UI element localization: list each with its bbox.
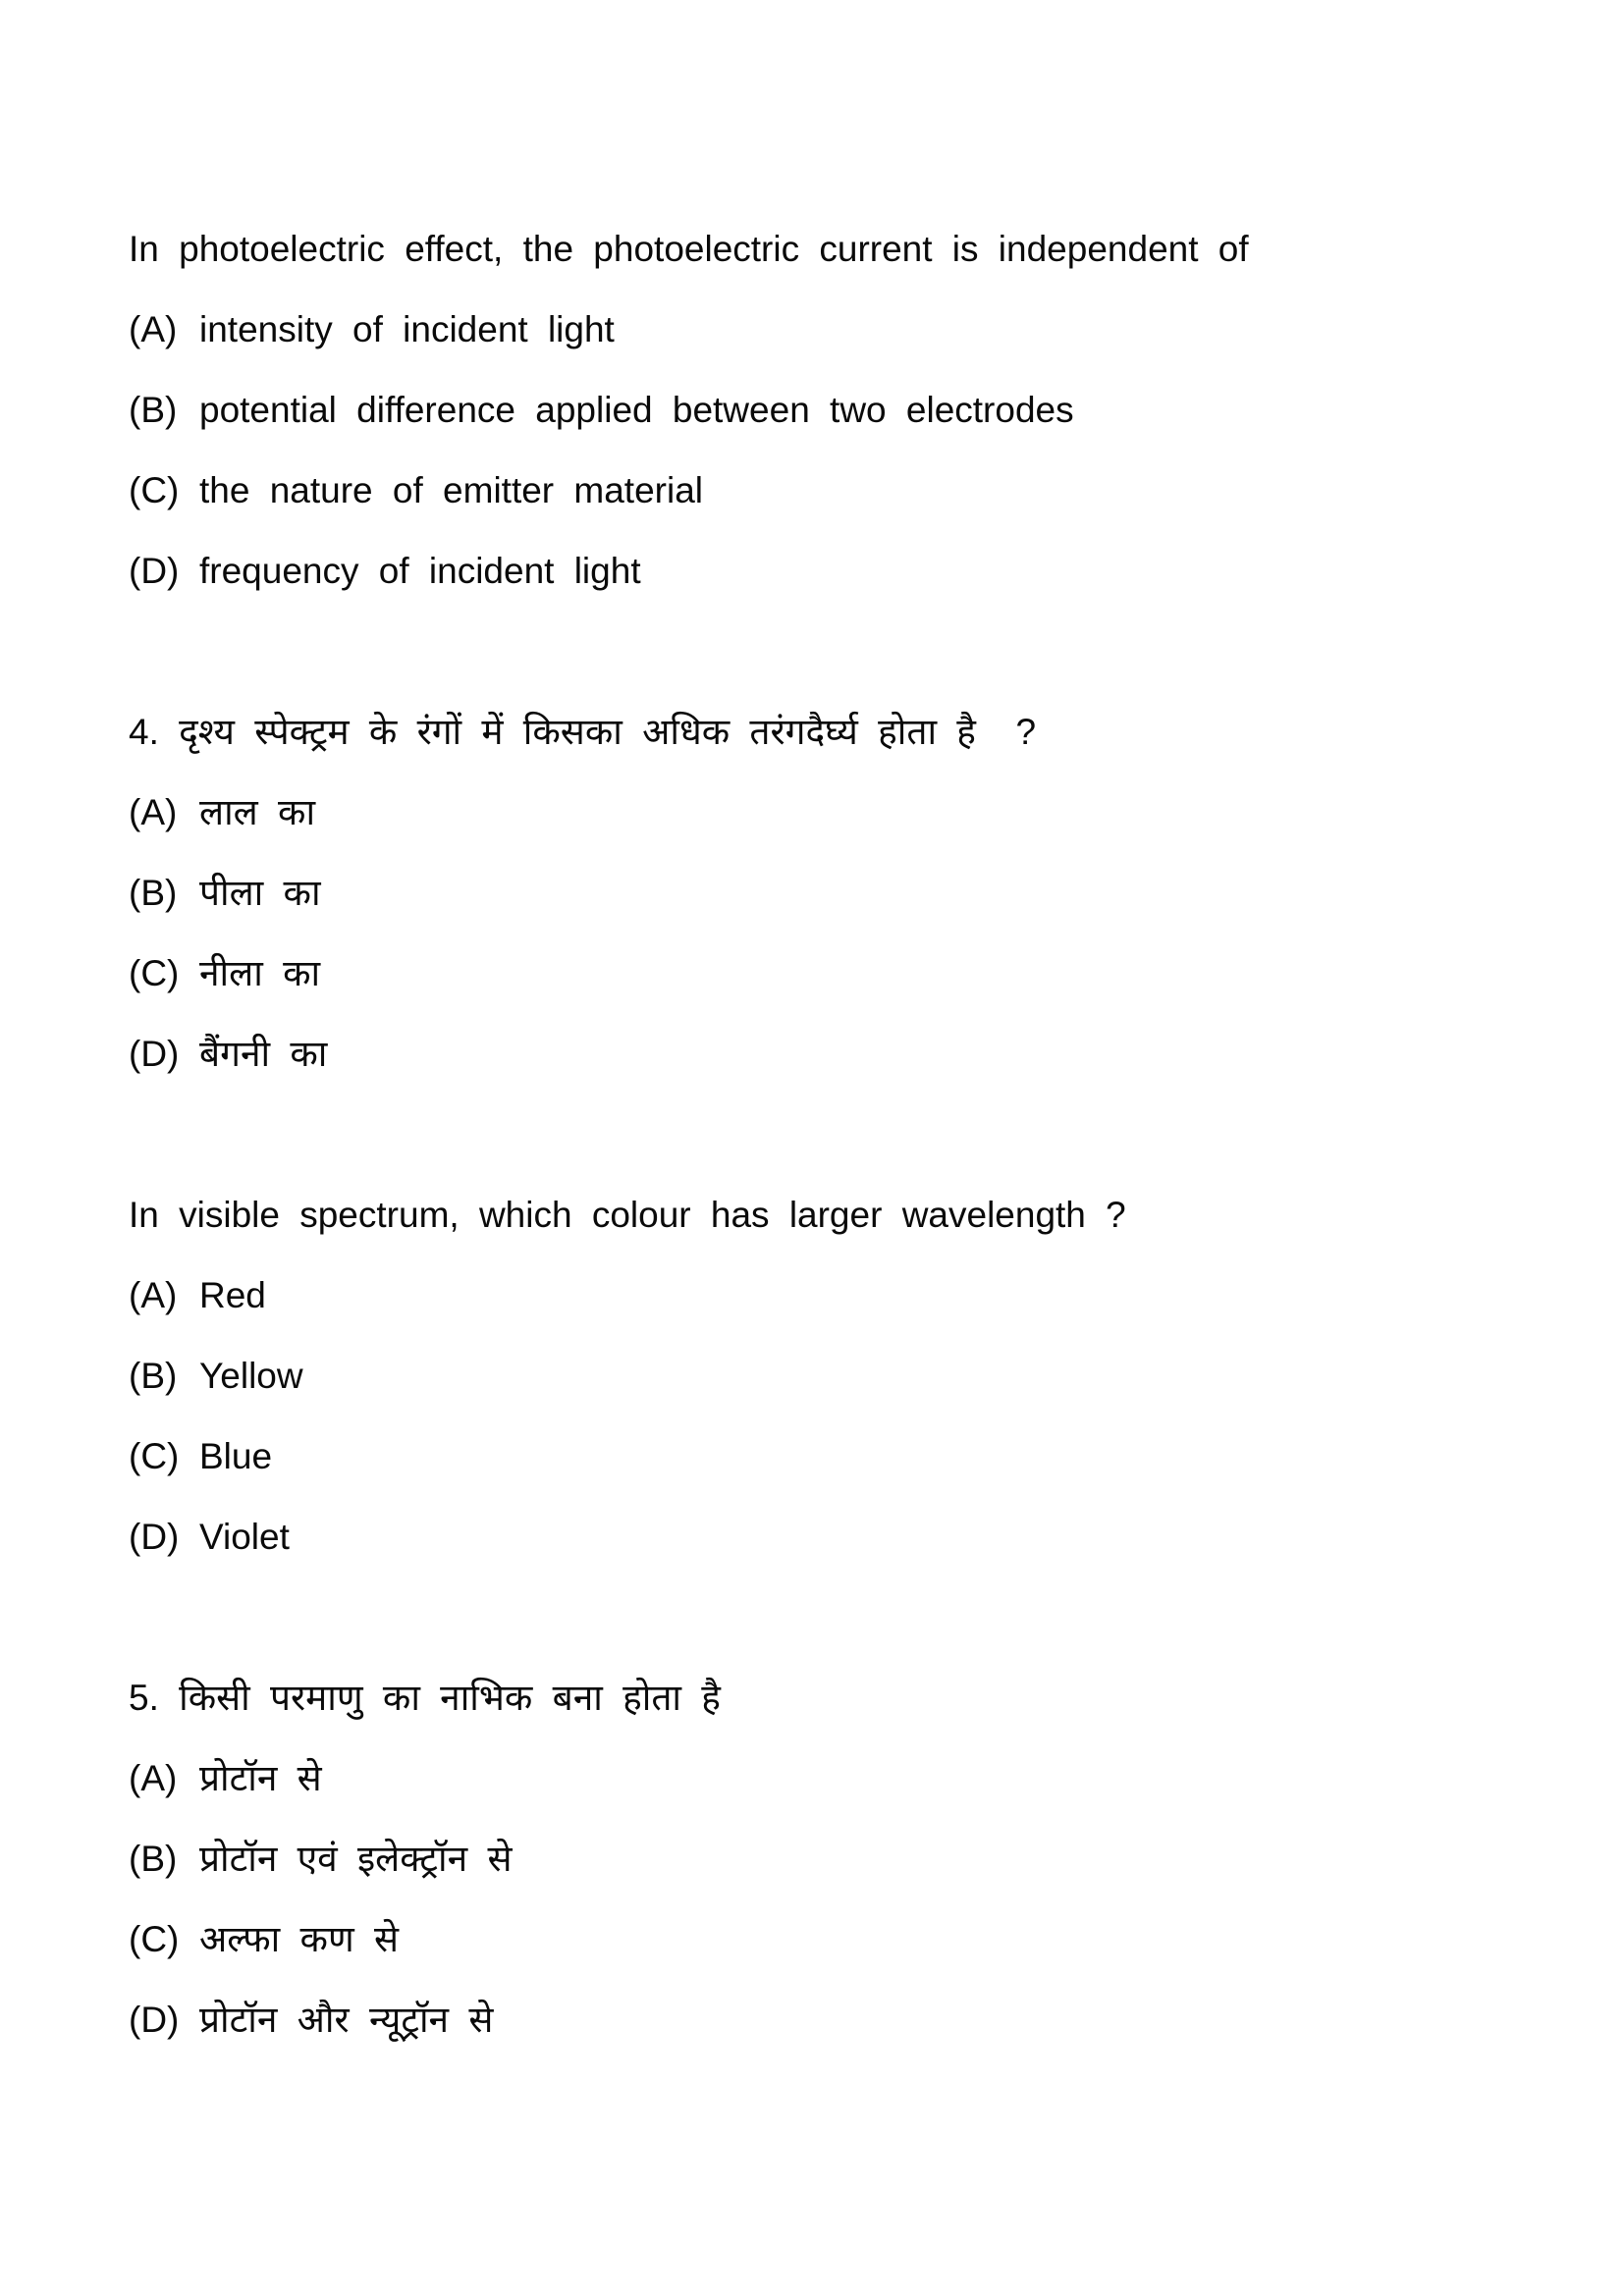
question-stem: किसी परमाणु का नाभिक बना होता है: [179, 1678, 721, 1718]
option-a: [129, 773, 1503, 853]
question-5-hindi: [129, 1658, 1503, 2060]
option-d: [129, 531, 1503, 612]
option-text: पीला का: [199, 873, 321, 913]
option-letter: (B): [129, 1356, 178, 1396]
question-number: 4.: [129, 712, 159, 752]
option-c: [129, 1899, 1503, 1980]
option-text: प्रोटॉन और न्यूट्रॉन से: [199, 2000, 494, 2040]
option-d: [129, 1014, 1503, 1095]
question-3-english: [129, 209, 1503, 612]
option-letter: (C): [129, 1436, 180, 1476]
option-text: frequency of incident light: [199, 551, 641, 591]
question-text: [129, 209, 1503, 290]
option-text: Violet: [199, 1517, 290, 1557]
option-letter: (A): [129, 1758, 178, 1798]
option-text: अल्फा कण से: [199, 1919, 399, 1959]
option-letter: (B): [129, 1839, 178, 1879]
option-d: [129, 1497, 1503, 1577]
option-c: [129, 451, 1503, 531]
option-letter: (B): [129, 390, 178, 430]
question-4-hindi: [129, 692, 1503, 1095]
option-letter: (D): [129, 2000, 180, 2040]
option-b: [129, 1336, 1503, 1416]
option-letter: (A): [129, 309, 178, 349]
option-text: Red: [199, 1275, 266, 1315]
question-paper-page: [129, 209, 1503, 2060]
spacer: [129, 612, 1503, 692]
option-b: [129, 853, 1503, 934]
option-text: intensity of incident light: [199, 309, 615, 349]
option-letter: (D): [129, 1034, 180, 1074]
option-letter: (C): [129, 1919, 180, 1959]
option-a: [129, 1255, 1503, 1336]
question-stem: In photoelectric effect, the photoelectric current is independent of: [129, 229, 1249, 269]
option-letter: (A): [129, 1275, 178, 1315]
option-text: लाल का: [199, 792, 316, 832]
question-number: 5.: [129, 1678, 159, 1718]
option-d: [129, 1980, 1503, 2060]
question-4-english: [129, 1175, 1503, 1577]
question-stem: In visible spectrum, which colour has larger wavelength ?: [129, 1195, 1126, 1235]
option-letter: (C): [129, 470, 180, 510]
question-text: [129, 1175, 1503, 1255]
option-c: [129, 1416, 1503, 1497]
spacer: [129, 1577, 1503, 1658]
question-text: [129, 692, 1503, 773]
option-b: [129, 1819, 1503, 1899]
question-stem: दृश्य स्पेक्ट्रम के रंगों में किसका अधिक तरंगदैर्घ्य होता है ?: [179, 712, 1037, 752]
option-c: [129, 934, 1503, 1014]
option-text: Yellow: [199, 1356, 303, 1396]
option-text: Blue: [199, 1436, 273, 1476]
option-text: potential difference applied between two electrodes: [199, 390, 1074, 430]
option-text: नीला का: [199, 953, 321, 993]
option-letter: (A): [129, 792, 178, 832]
option-text: बैंगनी का: [199, 1034, 328, 1074]
option-text: प्रोटॉन से: [199, 1758, 322, 1798]
spacer: [129, 1095, 1503, 1175]
option-letter: (B): [129, 873, 178, 913]
option-a: [129, 290, 1503, 370]
option-text: प्रोटॉन एवं इलेक्ट्रॉन से: [199, 1839, 513, 1879]
option-letter: (C): [129, 953, 180, 993]
option-b: [129, 370, 1503, 451]
question-text: [129, 1658, 1503, 1738]
option-letter: (D): [129, 551, 180, 591]
option-a: [129, 1738, 1503, 1819]
option-text: the nature of emitter material: [199, 470, 703, 510]
option-letter: (D): [129, 1517, 180, 1557]
